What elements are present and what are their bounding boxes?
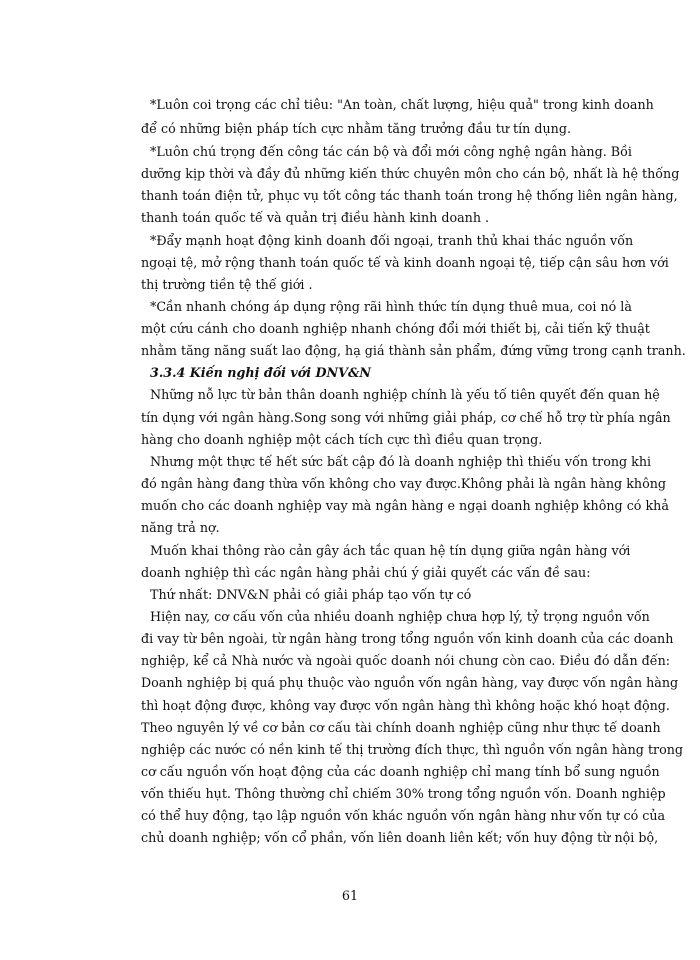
text-line: nghiệp các nước có nền kinh tế thị trường đích thực, thì nguồn vốn ngân hàng trong bbox=[141, 742, 684, 757]
text-line: dưỡng kịp thời và đầy đủ những kiến thức chuyên môn cho cán bộ, nhất là hệ thống bbox=[141, 166, 680, 181]
text-line: *Luôn coi trọng các chỉ tiêu: "An toàn, chất lượng, hiệu quả" trong kinh doanh bbox=[150, 97, 654, 112]
text-line: có thể huy động, tạo lập nguồn vốn khác nguồn vốn ngân hàng như vốn tự có của bbox=[141, 808, 666, 823]
text-line: *Luôn chú trọng đến công tác cán bộ và đổi mới công nghệ ngân hàng. Bồi bbox=[150, 144, 632, 159]
text-line: thanh toán điện tử, phục vụ tốt công tác thanh toán trong hệ thống liên ngân hàng, bbox=[141, 188, 678, 203]
text-line: Nhưng một thực tế hết sức bất cập đó là doanh nghiệp thì thiếu vốn trong khi bbox=[150, 454, 652, 469]
text-line: ngoại tệ, mở rộng thanh toán quốc tế và kinh doanh ngoại tệ, tiếp cận sâu hơn với bbox=[141, 255, 669, 270]
text-line: thanh toán quốc tế và quản trị điều hành kinh doanh . bbox=[141, 210, 490, 225]
text-line: muốn cho các doanh nghiệp vay mà ngân hàng e ngại doanh nghiệp không có khả bbox=[141, 498, 669, 513]
text-line: nghiệp, kể cả Nhà nước và ngoài quốc doanh nói chung còn cao. Điều đó dẫn đến: bbox=[141, 653, 671, 668]
text-line: Những nỗ lực từ bản thân doanh nghiệp chính là yếu tố tiên quyết đến quan hệ bbox=[150, 387, 660, 402]
text-line: nhằm tăng năng suất lao động, hạ giá thành sản phẩm, đứng vững trong cạnh tranh. bbox=[141, 343, 686, 358]
text-line: thị trường tiền tệ thế giới . bbox=[141, 277, 313, 292]
text-line: Hiện nay, cơ cấu vốn của nhiều doanh nghiệp chưa hợp lý, tỷ trọng nguồn vốn bbox=[150, 609, 650, 624]
text-line: *Đẩy mạnh hoạt động kinh doanh đối ngoại, tranh thủ khai thác nguồn vốn bbox=[150, 233, 634, 248]
text-line: để có những biện pháp tích cực nhằm tăng trưởng đầu tư tín dụng. bbox=[141, 121, 572, 136]
text-line: Theo nguyên lý về cơ bản cơ cấu tài chính doanh nghiệp cũng như thực tế doanh bbox=[141, 720, 661, 735]
text-line: cơ cấu nguồn vốn hoạt động của các doanh nghiệp chỉ mang tính bổ sung nguồn bbox=[141, 764, 660, 779]
text-line: một cứu cánh cho doanh nghiệp nhanh chóng đổi mới thiết bị, cải tiến kỹ thuật bbox=[141, 321, 650, 336]
text-line: vốn thiếu hụt. Thông thường chỉ chiếm 30% trong tổng nguồn vốn. Doanh nghiệp bbox=[141, 786, 666, 801]
text-line: Muốn khai thông rào cản gây ách tắc quan hệ tín dụng giữa ngân hàng với bbox=[150, 543, 631, 558]
text-line: đi vay từ bên ngoài, từ ngân hàng trong tổng nguồn vốn kinh doanh của các doanh bbox=[141, 631, 674, 646]
text-line: hàng cho doanh nghiệp một cách tích cực thì điều quan trọng. bbox=[141, 432, 543, 447]
text-line: tín dụng với ngân hàng.Song song với những giải pháp, cơ chế hỗ trợ từ phía ngân bbox=[141, 410, 671, 425]
text-line: chủ doanh nghiệp; vốn cổ phần, vốn liên doanh liên kết; vốn huy động từ nội bộ, bbox=[141, 830, 659, 845]
text-line: doanh nghiệp thì các ngân hàng phải chú ý giải quyết các vấn đề sau: bbox=[141, 565, 591, 580]
text-line: đó ngân hàng đang thừa vốn không cho vay được.Không phải là ngân hàng không bbox=[141, 476, 667, 491]
page-number: 61 bbox=[341, 888, 359, 903]
text-line: Thứ nhất: DNV&N phải có giải pháp tạo vốn tự có bbox=[150, 587, 472, 602]
text-line: thì hoạt động được, không vay được vốn ngân hàng thì không hoặc khó hoạt động. bbox=[141, 698, 670, 713]
text-line: *Cần nhanh chóng áp dụng rộng rãi hình thức tín dụng thuê mua, coi nó là bbox=[150, 299, 632, 314]
text-line: Doanh nghiệp bị quá phụ thuộc vào nguồn vốn ngân hàng, vay được vốn ngân hàng bbox=[141, 675, 679, 690]
text-line: năng trả nợ. bbox=[141, 520, 220, 535]
section-heading: 3.3.4 Kiến nghị đối với DNV&N bbox=[150, 365, 371, 380]
